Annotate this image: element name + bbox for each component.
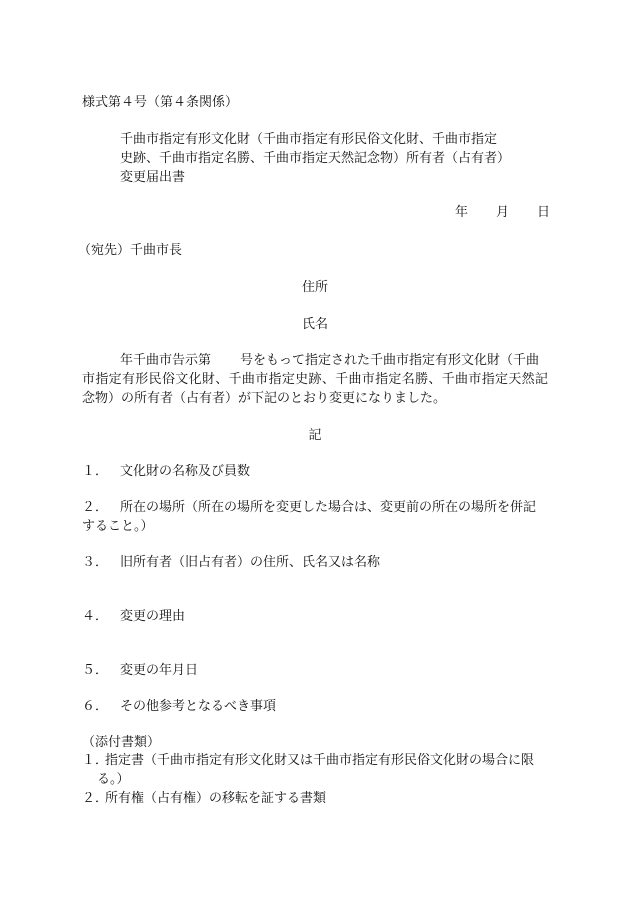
title-line-2: 史跡、千曲市指定名勝、千曲市指定天然記念物）所有者（占有者） bbox=[120, 151, 511, 166]
item-number: １． bbox=[82, 464, 109, 479]
item-text-continued: すること。） bbox=[82, 519, 154, 534]
body-line-2: 市指定有形民俗文化財、千曲市指定史跡、千曲市指定名勝、千曲市指定天然記 bbox=[82, 372, 548, 387]
body-line-3: 念物）の所有者（占有者）が下記のとおり変更になりました。 bbox=[82, 391, 447, 406]
item-number: ６． bbox=[82, 699, 109, 714]
body-line-1a: 年千曲市告示第 bbox=[120, 353, 212, 368]
date-day-label: 日 bbox=[536, 205, 550, 220]
title-line-1: 千曲市指定有形文化財（千曲市指定有形民俗文化財、千曲市指定 bbox=[120, 132, 498, 147]
item-text: その他参考となるべき事項 bbox=[120, 699, 277, 714]
item-number: ５． bbox=[82, 663, 109, 678]
name-label: 氏名 bbox=[301, 317, 328, 332]
item-number: ２． bbox=[82, 500, 109, 515]
addressee: （宛先）千曲市長 bbox=[78, 243, 183, 258]
attachments-heading: （添付書類） bbox=[82, 735, 161, 750]
attachment-text: 所有権（占有権）の移転を証する書類 bbox=[105, 791, 327, 806]
item-text: 文化財の名称及び員数 bbox=[120, 464, 251, 479]
form-number: 様式第４号（第４条関係） bbox=[82, 95, 239, 110]
body-line-1b: 号をもって指定された千曲市指定有形文化財（千曲 bbox=[240, 353, 540, 368]
item-number: ３． bbox=[82, 555, 109, 570]
item-number: ４． bbox=[82, 609, 109, 624]
date-year-label: 年 bbox=[455, 205, 469, 220]
item-text: 所在の場所（所在の場所を変更した場合は、変更前の所在の場所を併記 bbox=[120, 500, 537, 515]
attachment-number: ２． bbox=[82, 791, 109, 806]
item-text: 旧所有者（旧占有者）の住所、氏名又は名称 bbox=[120, 555, 381, 570]
ki-heading: 記 bbox=[308, 428, 322, 443]
item-text: 変更の理由 bbox=[120, 609, 186, 624]
item-text: 変更の年月日 bbox=[120, 663, 199, 678]
date-month-label: 月 bbox=[495, 205, 509, 220]
attachment-text-continued: る。） bbox=[97, 772, 130, 787]
date-field bbox=[455, 206, 550, 219]
title-line-3: 変更届出書 bbox=[120, 170, 186, 185]
address-label: 住所 bbox=[301, 280, 328, 295]
attachment-text: 指定書（千曲市指定有形文化財又は千曲市指定有形民俗文化財の場合に限 bbox=[105, 753, 535, 768]
attachment-number: １． bbox=[82, 753, 109, 768]
